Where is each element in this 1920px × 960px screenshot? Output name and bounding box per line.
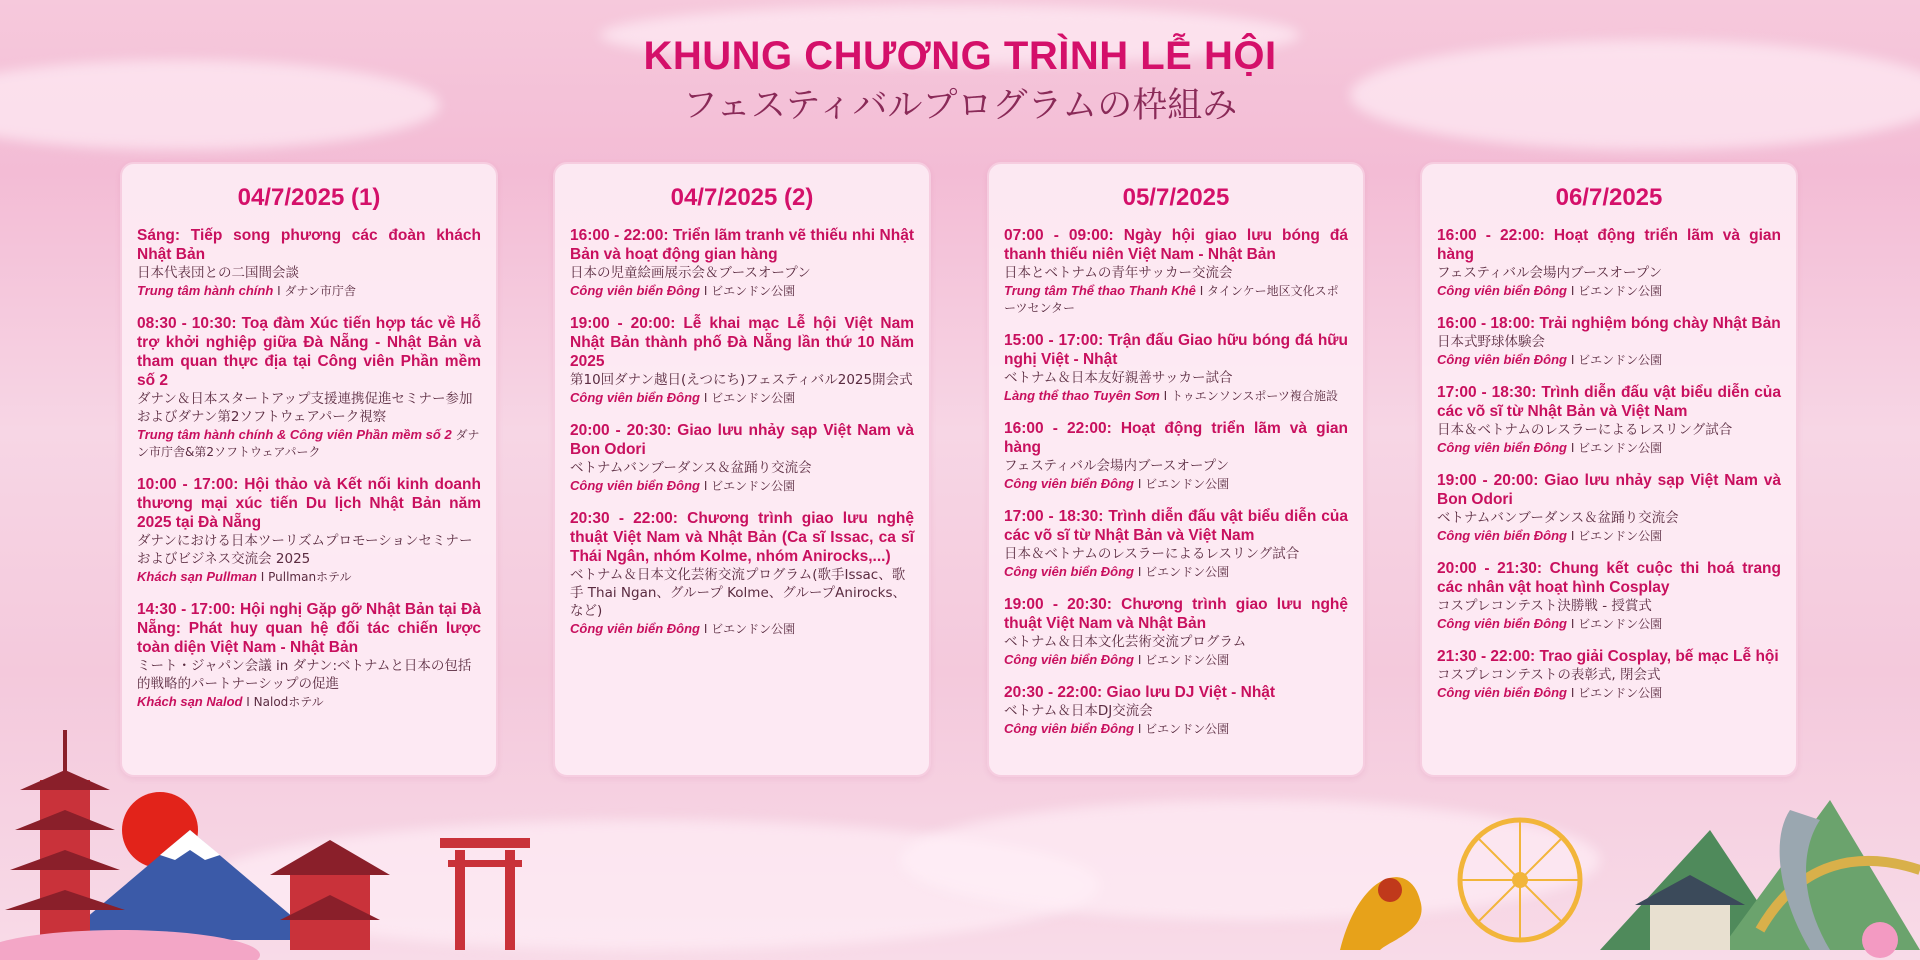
event-venue — [570, 389, 914, 407]
venue-name-jp: I ビエンドン公園 — [1137, 722, 1230, 736]
venue-name-vn: Công viên biển Đông — [1437, 616, 1567, 631]
event-title-jp: 日本＆ベトナムのレスラーによるレスリング試合 — [1004, 546, 1300, 562]
day-date: 04/7/2025 (2) — [670, 184, 814, 211]
ferris-wheel-icon — [1460, 820, 1580, 940]
schedule-event — [1437, 383, 1781, 457]
schedule-event — [1437, 471, 1781, 545]
venue-name-jp: I Pullmanホテル — [260, 570, 352, 584]
lotus-flower-icon — [1862, 922, 1898, 958]
venue-name-vn: Công viên biển Đông — [1004, 721, 1134, 736]
event-title-jp: ベトナムバンブーダンス＆盆踊り交流会 — [1437, 510, 1679, 526]
event-title: 20:30 - 22:00: Chương trình giao lưu nghệ thuật Việt Nam và Nhật Bản (Ca sĩ Issac, ca sĩ Thái Ngân, nhóm Kolme, nhóm Anirocks,...) — [570, 510, 914, 565]
venue-name-jp: I ビエンドン公園 — [1570, 686, 1663, 700]
event-title: 21:30 - 22:00: Trao giải Cosplay, bế mạc Lễ hội — [1437, 648, 1779, 665]
event-venue — [1437, 615, 1781, 633]
venue-name-jp: I ダナン市庁舎 — [277, 284, 356, 298]
venue-name-vn: Công viên biển Đông — [1437, 352, 1567, 367]
event-venue — [137, 426, 481, 461]
event-venue — [1437, 282, 1781, 300]
event-venue — [137, 282, 481, 300]
schedule-event — [570, 421, 914, 495]
venue-name-vn: Công viên biển Đông — [570, 283, 700, 298]
event-venue — [570, 477, 914, 495]
venue-name-jp: I ビエンドン公園 — [703, 479, 796, 493]
day-card-1 — [120, 162, 498, 777]
event-title: 20:00 - 21:30: Chung kết cuộc thi hoá trang các nhân vật hoạt hình Cosplay — [1437, 560, 1781, 596]
venue-name-jp: I タインケー地区文化スポーツセンター — [1004, 284, 1339, 315]
venue-name-jp: ダナン市庁舎&第2ソフトウェアパーク — [137, 428, 480, 459]
venue-name-vn: Trung tâm hành chính — [137, 283, 274, 298]
venue-name-jp: I ビエンドン公園 — [1137, 565, 1230, 579]
event-title-jp: コスプレコンテストの表彰式, 閉会式 — [1437, 667, 1661, 683]
event-title-jp: ベトナム＆日本DJ交流会 — [1004, 703, 1153, 719]
schedule-event — [1437, 647, 1781, 702]
day-card-3 — [987, 162, 1365, 777]
schedule-event — [137, 314, 481, 461]
event-title-jp: 日本とベトナムの青年サッカー交流会 — [1004, 265, 1233, 281]
venue-name-vn: Công viên biển Đông — [1437, 440, 1567, 455]
event-title: 08:30 - 10:30: Toạ đàm Xúc tiến hợp tác về Hỗ trợ khởi nghiệp giữa Đà Nẵng - Nhật Bản và tham quan thực địa tại Công viên Phần mềm số 2 — [137, 315, 481, 389]
schedule-event — [137, 226, 481, 300]
event-venue — [1004, 720, 1348, 738]
schedule-event — [1004, 226, 1348, 317]
schedule-event — [1004, 507, 1348, 581]
venue-name-vn: Khách sạn Nalod — [137, 694, 243, 709]
event-venue — [570, 620, 914, 638]
event-venue — [1004, 651, 1348, 669]
event-venue — [137, 568, 481, 586]
event-venue — [1437, 527, 1781, 545]
event-title-jp: フェスティバル会場内ブースオープン — [1437, 265, 1663, 281]
danang-scenery-illustration — [1320, 750, 1920, 960]
venue-name-jp: I ビエンドン公園 — [703, 622, 796, 636]
event-venue — [1004, 387, 1348, 405]
event-venue — [1437, 439, 1781, 457]
event-venue — [137, 693, 481, 711]
venue-name-vn: Trung tâm hành chính & Công viên Phần mềm số 2 — [137, 427, 452, 442]
venue-name-jp: I トゥエンソンスポーツ複合施設 — [1163, 389, 1338, 403]
schedule-event — [1004, 683, 1348, 738]
venue-name-jp: I Nalodホテル — [246, 695, 324, 709]
event-title: 14:30 - 17:00: Hội nghị Gặp gỡ Nhật Bản tại Đà Nẵng: Phát huy quan hệ đối tác chiến lược toàn diện Việt Nam - Nhật Bản — [137, 601, 481, 656]
venue-name-vn: Trung tâm Thể thao Thanh Khê — [1004, 283, 1196, 298]
event-title: 16:00 - 22:00: Hoạt động triển lãm và gian hàng — [1437, 227, 1781, 263]
event-title: 07:00 - 09:00: Ngày hội giao lưu bóng đá thanh thiếu niên Việt Nam - Nhật Bản — [1004, 227, 1348, 263]
schedule-event — [137, 600, 481, 711]
page-title: KHUNG CHƯƠNG TRÌNH LỄ HỘI — [643, 34, 1277, 78]
event-title: 19:00 - 20:30: Chương trình giao lưu nghệ thuật Việt Nam và Nhật Bản — [1004, 596, 1348, 632]
event-title-jp: 日本＆ベトナムのレスラーによるレスリング試合 — [1437, 422, 1733, 438]
event-title-jp: ダナンにおける日本ツーリズムプロモーションセミナーおよびビジネス交流会 2025 — [137, 533, 473, 567]
venue-name-jp: I ビエンドン公園 — [1570, 617, 1663, 631]
schedule-event — [1004, 331, 1348, 405]
venue-name-jp: I ビエンドン公園 — [1570, 529, 1663, 543]
venue-name-vn: Khách sạn Pullman — [137, 569, 257, 584]
event-title: 17:00 - 18:30: Trình diễn đấu vật biểu diễn của các võ sĩ từ Nhật Bản và Việt Nam — [1004, 508, 1348, 544]
schedule-event — [570, 314, 914, 407]
event-title-jp: 第10回ダナン越日(えつにち)フェスティバル2025開会式 — [570, 372, 913, 388]
venue-name-jp: I ビエンドン公園 — [1570, 353, 1663, 367]
event-title: Sáng: Tiếp song phương các đoàn khách Nhật Bản — [137, 227, 481, 263]
event-title-jp: ベトナム＆日本文化芸術交流プログラム — [1004, 634, 1247, 650]
day-card-4 — [1420, 162, 1798, 777]
venue-name-jp: I ビエンドン公園 — [703, 284, 796, 298]
event-venue — [570, 282, 914, 300]
event-title: 19:00 - 20:00: Lễ khai mạc Lễ hội Việt Nam Nhật Bản thành phố Đà Nẵng lần thứ 10 Năm 2025 — [570, 315, 914, 370]
schedule-event — [1437, 314, 1781, 369]
venue-name-vn: Công viên biển Đông — [570, 478, 700, 493]
page-subtitle: フェスティバルプログラムの枠組み — [682, 86, 1238, 126]
venue-name-vn: Công viên biển Đông — [1004, 652, 1134, 667]
event-title: 10:00 - 17:00: Hội thảo và Kết nối kinh doanh thương mại xúc tiến Du lịch Nhật Bản năm 2025 tại Đà Nẵng — [137, 476, 481, 531]
event-title-jp: ベトナムバンブーダンス＆盆踊り交流会 — [570, 460, 812, 476]
event-title: 16:00 - 22:00: Triển lãm tranh vẽ thiếu nhi Nhật Bản và hoạt động gian hàng — [570, 227, 914, 263]
venue-name-jp: I ビエンドン公園 — [1137, 477, 1230, 491]
day-date: 04/7/2025 (1) — [237, 184, 381, 211]
venue-name-vn: Công viên biển Đông — [1004, 564, 1134, 579]
venue-name-jp: I ビエンドン公園 — [1570, 441, 1663, 455]
schedule-event — [1437, 559, 1781, 633]
schedule-event — [1004, 595, 1348, 669]
day-date: 06/7/2025 — [1555, 184, 1663, 211]
schedule-event — [137, 475, 481, 586]
event-title-jp: コスプレコンテスト決勝戦 - 授賞式 — [1437, 598, 1652, 614]
event-title-jp: ベトナム＆日本友好親善サッカー試合 — [1004, 370, 1233, 386]
venue-name-vn: Làng thể thao Tuyên Sơn — [1004, 388, 1160, 403]
page-header — [0, 30, 1920, 128]
venue-name-vn: Công viên biển Đông — [1004, 476, 1134, 491]
venue-name-jp: I ビエンドン公園 — [1137, 653, 1230, 667]
event-title-jp: ミート・ジャパン会議 in ダナン:ベトナムと日本の包括的戦略的パートナーシップの促進 — [137, 658, 472, 692]
event-title: 16:00 - 22:00: Hoạt động triển lãm và gian hàng — [1004, 420, 1348, 456]
event-title: 20:30 - 22:00: Giao lưu DJ Việt - Nhật — [1004, 684, 1276, 701]
venue-name-vn: Công viên biển Đông — [1437, 283, 1567, 298]
day-date: 05/7/2025 — [1122, 184, 1230, 211]
venue-name-vn: Công viên biển Đông — [1437, 685, 1567, 700]
event-title-jp: 日本の児童絵画展示会＆ブースオープン — [570, 265, 811, 281]
event-title: 17:00 - 18:30: Trình diễn đấu vật biểu diễn của các võ sĩ từ Nhật Bản và Việt Nam — [1437, 384, 1781, 420]
schedule-event — [1437, 226, 1781, 300]
event-title: 20:00 - 20:30: Giao lưu nhảy sạp Việt Nam và Bon Odori — [570, 422, 914, 458]
venue-name-vn: Công viên biển Đông — [1437, 528, 1567, 543]
event-title-jp: 日本式野球体験会 — [1437, 334, 1545, 350]
event-title-jp: ダナン＆日本スタートアップ支援連携促進セミナー参加およびダナン第2ソフトウェアパーク視察 — [137, 391, 473, 425]
schedule-event — [570, 226, 914, 300]
event-venue — [1437, 684, 1781, 702]
venue-name-jp: I ビエンドン公園 — [703, 391, 796, 405]
venue-name-vn: Công viên biển Đông — [570, 390, 700, 405]
event-venue — [1437, 351, 1781, 369]
day-card-2 — [553, 162, 931, 777]
event-title-jp: ベトナム＆日本文化芸術交流プログラム(歌手Issac、歌手 Thai Ngan、グループ Kolme、グループAnirocks、など) — [570, 567, 907, 619]
event-venue — [1004, 282, 1348, 317]
event-title: 16:00 - 18:00: Trải nghiệm bóng chày Nhật Bản — [1437, 315, 1781, 332]
venue-name-vn: Công viên biển Đông — [570, 621, 700, 636]
event-title-jp: フェスティバル会場内ブースオープン — [1004, 458, 1230, 474]
dragon-icon — [1340, 877, 1422, 950]
event-title-jp: 日本代表団との二国間会談 — [137, 265, 299, 281]
schedule-event — [570, 509, 914, 638]
event-venue — [1004, 475, 1348, 493]
event-title: 19:00 - 20:00: Giao lưu nhảy sạp Việt Nam và Bon Odori — [1437, 472, 1781, 508]
venue-name-jp: I ビエンドン公園 — [1570, 284, 1663, 298]
event-venue — [1004, 563, 1348, 581]
torii-gate-icon — [440, 838, 530, 950]
schedule-event — [1004, 419, 1348, 493]
event-title: 15:00 - 17:00: Trận đấu Giao hữu bóng đá hữu nghị Việt - Nhật — [1004, 332, 1348, 368]
